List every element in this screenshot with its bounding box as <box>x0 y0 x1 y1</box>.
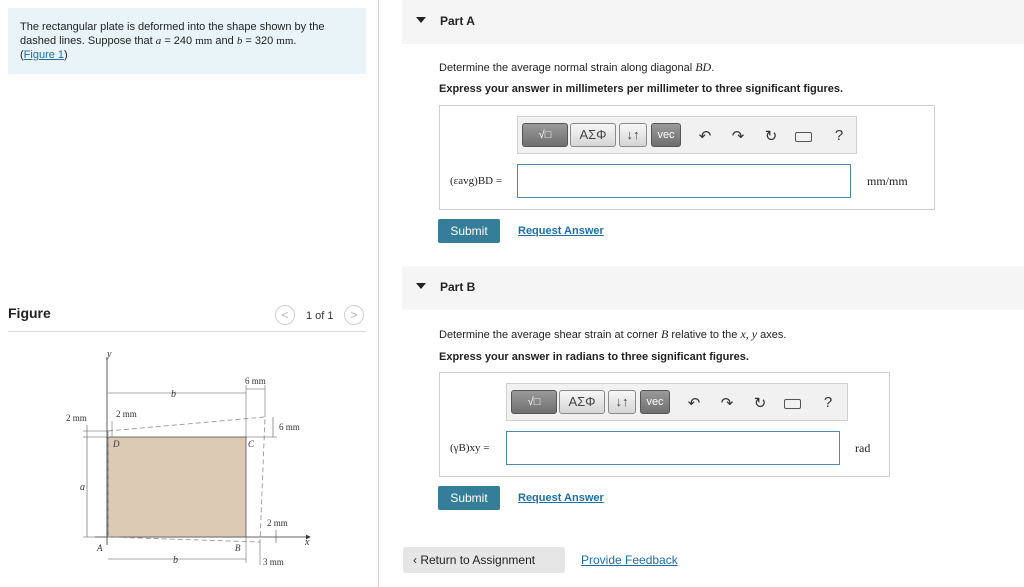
part-b-equation-label: (γB)xy = <box>450 442 490 454</box>
part-a-label: Part A <box>440 14 475 28</box>
x-axis-label: x <box>305 537 310 548</box>
part-b-label: Part B <box>440 280 476 294</box>
two-mm-right-label: 2 mm <box>267 518 288 528</box>
figure-pager: 1 of 1 <box>306 310 334 322</box>
part-b-submit-button[interactable]: Submit <box>438 486 500 510</box>
problem-statement <box>8 8 366 74</box>
template-button[interactable]: √□ <box>522 123 568 147</box>
undo-icon[interactable]: ↶ <box>687 395 701 412</box>
top-b-label: b <box>171 389 176 400</box>
corner-c-label: C <box>248 439 255 449</box>
undo-icon[interactable]: ↶ <box>698 128 712 145</box>
prev-figure-button[interactable] <box>275 305 295 325</box>
subscript-superscript-button[interactable]: ↓↑ <box>619 123 647 147</box>
vector-button[interactable]: vec <box>640 390 670 414</box>
part-a-unit: mm/mm <box>867 174 908 188</box>
next-figure-button[interactable] <box>344 305 364 325</box>
part-b-unit: rad <box>855 441 871 455</box>
greek-symbols-button[interactable]: ΑΣΦ <box>570 123 616 147</box>
corner-d-label: D <box>113 439 120 449</box>
help-icon[interactable]: ? <box>834 127 844 144</box>
return-to-assignment-button[interactable]: ‹ Return to Assignment <box>403 547 565 573</box>
collapse-caret-icon <box>416 283 426 289</box>
two-mm-inner-label: 2 mm <box>116 409 137 419</box>
reset-icon[interactable]: ↻ <box>764 128 778 145</box>
provide-feedback-link[interactable]: Provide Feedback <box>581 553 678 567</box>
figure-title: Figure <box>8 305 51 321</box>
figure-divider <box>8 331 366 332</box>
part-b-answer-box <box>439 372 890 477</box>
y-axis-label: y <box>107 349 112 360</box>
part-a-answer-input[interactable] <box>517 164 851 198</box>
problem-line-1: The rectangular plate is deformed into the shape shown by the <box>20 21 325 33</box>
figure-link[interactable]: Figure 1 <box>23 49 65 61</box>
keyboard-icon[interactable] <box>784 399 801 409</box>
chevron-right-icon: > <box>350 308 358 322</box>
reset-icon[interactable]: ↻ <box>753 395 767 412</box>
three-mm-label: 3 mm <box>263 557 284 567</box>
corner-a-label: A <box>97 543 103 553</box>
part-a-header[interactable] <box>402 0 1024 44</box>
part-b-question: Determine the average shear strain at corner B relative to the x, y axes. <box>439 327 787 341</box>
part-a-toolbar <box>517 116 857 154</box>
part-b-request-answer-link[interactable]: Request Answer <box>518 492 604 504</box>
part-b-toolbar <box>506 383 848 421</box>
template-button[interactable]: √□ <box>511 390 557 414</box>
vector-button[interactable]: vec <box>651 123 681 147</box>
part-a-answer-box <box>439 105 935 210</box>
six-mm-top-label: 6 mm <box>245 376 266 386</box>
keyboard-icon[interactable] <box>795 132 812 142</box>
greek-symbols-button[interactable]: ΑΣΦ <box>559 390 605 414</box>
plate <box>108 437 246 537</box>
deformed-plate-diagram <box>55 345 325 575</box>
redo-icon[interactable]: ↷ <box>731 128 745 145</box>
part-a-submit-button[interactable]: Submit <box>438 219 500 243</box>
two-mm-left-label: 2 mm <box>66 413 87 423</box>
problem-line-3: (Figure 1) <box>20 49 68 61</box>
collapse-caret-icon <box>416 17 426 23</box>
part-b-answer-input[interactable] <box>506 431 840 465</box>
chevron-left-icon: ‹ <box>413 553 421 567</box>
help-icon[interactable]: ? <box>823 394 833 411</box>
part-b-instruction: Express your answer in radians to three significant figures. <box>439 351 749 363</box>
part-a-equation-label: (εavg)BD = <box>450 175 503 187</box>
problem-line-2: dashed lines. Suppose that a = 240 mm and b = 320 mm. <box>20 35 297 47</box>
bottom-b-label: b <box>173 555 178 566</box>
subscript-superscript-button[interactable]: ↓↑ <box>608 390 636 414</box>
redo-icon[interactable]: ↷ <box>720 395 734 412</box>
corner-b-label: B <box>235 543 241 553</box>
part-b-header[interactable] <box>402 266 1024 310</box>
a-label: a <box>80 482 85 493</box>
part-a-instruction: Express your answer in millimeters per millimeter to three significant figures. <box>439 83 844 95</box>
six-mm-right-label: 6 mm <box>279 422 300 432</box>
part-a-request-answer-link[interactable]: Request Answer <box>518 225 604 237</box>
column-divider <box>378 0 379 587</box>
chevron-left-icon: < <box>281 308 289 322</box>
part-a-question: Determine the average normal strain along diagonal BD. <box>439 60 715 74</box>
